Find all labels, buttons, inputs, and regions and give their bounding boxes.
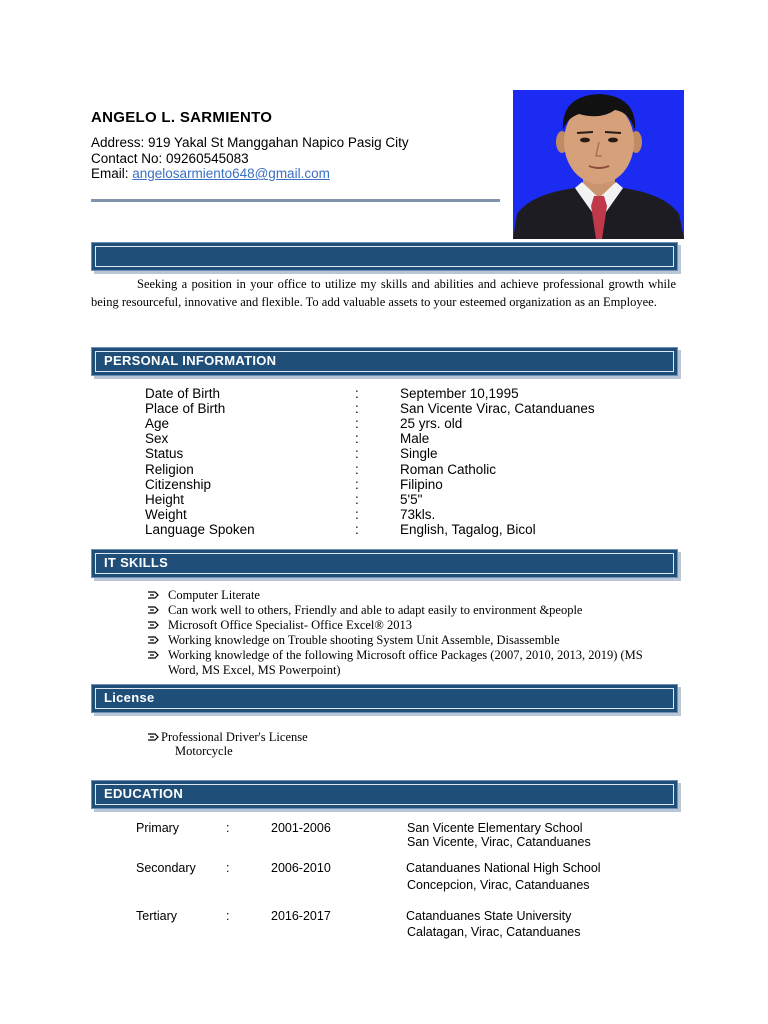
education-place: San Vicente, Virac, Catanduanes (407, 835, 591, 849)
education-school: Catanduanes State University (406, 909, 572, 923)
education-level: Tertiary (136, 909, 177, 923)
section-title-it-skills: IT SKILLS (104, 555, 169, 570)
education-place: Calatagan, Virac, Catanduanes (407, 925, 581, 939)
header-divider (91, 199, 500, 202)
skill-item: Computer Literate (168, 588, 668, 603)
education-level: Primary (136, 821, 180, 835)
section-title-personal: PERSONAL INFORMATION (104, 353, 277, 368)
profile-photo (513, 90, 684, 239)
personal-value: Roman Catholic (400, 462, 497, 477)
arrow-bullet-icon (148, 590, 159, 600)
personal-label: Date of Birth (145, 386, 221, 401)
personal-colon: : (355, 462, 359, 477)
personal-value: Single (400, 446, 438, 461)
section-title-license: License (104, 690, 155, 705)
personal-label: Citizenship (145, 477, 212, 492)
arrow-bullet-icon (148, 620, 159, 630)
personal-colon: : (355, 507, 359, 522)
personal-colon: : (355, 401, 359, 416)
education-colon: : (226, 861, 230, 875)
section-bar-it-skills (91, 549, 678, 578)
personal-value: September 10,1995 (400, 386, 519, 401)
skill-item: Can work well to others, Friendly and able to adapt easily to environment &people (168, 603, 678, 618)
personal-value: English, Tagalog, Bicol (400, 522, 536, 537)
person-portrait-icon (513, 90, 684, 239)
section-bar-education (91, 780, 678, 809)
education-years: 2006-2010 (271, 861, 331, 875)
section-bar-objective (91, 242, 678, 271)
personal-value: 5'5" (400, 492, 423, 507)
personal-label: Place of Birth (145, 401, 226, 416)
skill-item: Working knowledge on Trouble shooting System Unit Assemble, Disassemble (168, 633, 668, 648)
email-line (91, 166, 330, 181)
education-school: Catanduanes National High School (406, 861, 601, 875)
personal-value: Male (400, 431, 430, 446)
skill-item: Microsoft Office Specialist- Office Excel® 2013 (168, 618, 668, 633)
section-title-education: EDUCATION (104, 786, 184, 801)
education-level: Secondary (136, 861, 196, 875)
arrow-bullet-icon (148, 635, 159, 645)
education-years: 2001-2006 (271, 821, 331, 835)
email-label: Email: (91, 166, 133, 181)
license-sub: Motorcycle (175, 744, 233, 758)
section-bar-license (91, 684, 678, 713)
arrow-bullet-icon (148, 732, 159, 742)
personal-label: Height (145, 492, 185, 507)
personal-colon: : (355, 416, 359, 431)
personal-colon: : (355, 492, 359, 507)
personal-label: Age (145, 416, 170, 431)
arrow-bullet-icon (148, 605, 159, 615)
personal-label: Weight (145, 507, 187, 522)
personal-colon: : (355, 522, 359, 537)
personal-label: Language Spoken (145, 522, 255, 537)
personal-colon: : (355, 386, 359, 401)
arrow-bullet-icon (148, 650, 159, 660)
personal-value: 25 yrs. old (400, 416, 463, 431)
education-school: San Vicente Elementary School (407, 821, 583, 835)
address-line: Address: 919 Yakal St Manggahan Napico Pasig City (91, 135, 409, 150)
section-bar-personal (91, 347, 678, 376)
personal-label: Status (145, 446, 184, 461)
personal-colon: : (355, 477, 359, 492)
personal-colon: : (355, 446, 359, 461)
personal-colon: : (355, 431, 359, 446)
personal-value: 73kls. (400, 507, 436, 522)
objective-text: Seeking a position in your office to utilize my skills and abilities and achieve professional growth while being resourceful, innovative and flexible. To add valuable assets to your esteemed organization as an Employee. (91, 277, 676, 309)
skill-item: Working knowledge of the following Microsoft office Packages (2007, 2010, 2013, 2019) (MS Word, MS Excel, MS Powerpoint) (168, 648, 673, 678)
contact-line: Contact No: 09260545083 (91, 151, 249, 166)
license-item: Professional Driver's License (161, 730, 461, 745)
education-place: Concepcion, Virac, Catanduanes (407, 878, 590, 892)
personal-value: Filipino (400, 477, 443, 492)
applicant-name: ANGELO L. SARMIENTO (91, 109, 273, 126)
education-colon: : (226, 909, 230, 923)
personal-label: Religion (145, 462, 194, 477)
education-colon: : (226, 821, 230, 835)
education-years: 2016-2017 (271, 909, 331, 923)
email-link[interactable]: angelosarmiento648@gmail.com (132, 166, 330, 181)
personal-value: San Vicente Virac, Catanduanes (400, 401, 595, 416)
personal-label: Sex (145, 431, 169, 446)
